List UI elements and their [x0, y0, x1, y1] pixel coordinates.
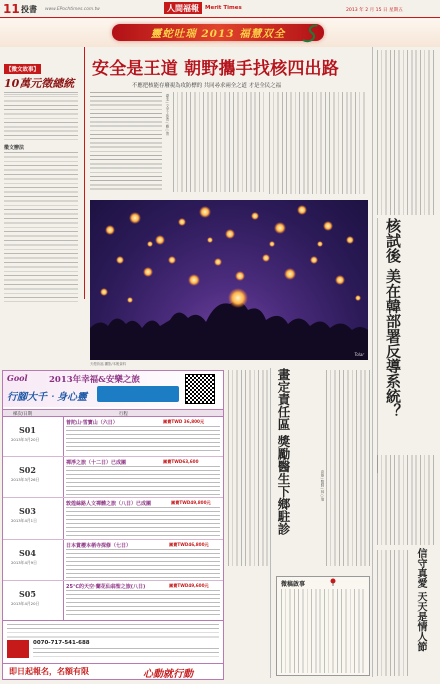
tour-code: S02	[19, 465, 36, 475]
tour-desc	[66, 590, 220, 618]
feature-sidebar	[4, 64, 80, 302]
right-divider	[372, 47, 373, 677]
contact-text	[7, 624, 219, 638]
article-body-col1	[90, 92, 162, 192]
tour-name: 普陀山‧雪寶山（六日）	[66, 420, 118, 426]
tour-date: 2013年4月9日	[11, 560, 37, 565]
rules-text-lines	[4, 152, 78, 302]
main-headline: 安全是王道 朝野攜手找核四出路	[92, 59, 339, 79]
right-article-2-byline: 高雄 / 醫師 / 林○瑞	[320, 470, 324, 501]
right-article-2-title-box	[276, 368, 324, 568]
issue-date: 2013 年 2 月 15 日 星期五	[346, 8, 403, 13]
right-article-1-title-box	[384, 218, 436, 458]
section-label: 投書	[21, 5, 37, 14]
right-article-1-body	[377, 218, 381, 473]
notice-title: 微稿啟事	[281, 581, 306, 588]
tour-date: 2013年3月20日	[11, 437, 40, 442]
tour-desc	[66, 549, 220, 578]
right-article-1-title: 核試後 美在韓部署反導系統？	[384, 218, 402, 419]
tour-desc	[66, 507, 220, 537]
article-byline	[165, 94, 170, 154]
tour-price: 團費TWD49,800元	[171, 500, 211, 505]
right-article-2-body-b	[326, 370, 370, 566]
notice-box	[276, 576, 370, 676]
tour-row[interactable]	[3, 498, 223, 540]
masthead-logo	[164, 2, 202, 14]
side-text-lines	[4, 92, 78, 140]
tour-name: 日本賞櫻本栖寺探修（七日）	[66, 543, 132, 549]
right-article-2-body	[228, 370, 268, 566]
masthead-title: 人間福報	[167, 3, 199, 13]
tour-date: 2013年4月20日	[11, 601, 40, 606]
ad-footer[interactable]	[3, 663, 223, 679]
tour-code: S01	[19, 425, 36, 435]
tour-desc	[66, 426, 220, 454]
ad-footer-left: 即日起報名，名額有限	[9, 667, 89, 676]
snake-ornament	[300, 22, 320, 44]
festival-banner	[0, 19, 440, 47]
right-article-3-title: 信守真愛 天天是情人節	[415, 548, 426, 652]
tour-price: 團費TWD 36,800元	[163, 419, 205, 424]
tour-code: S05	[19, 589, 36, 599]
ad-logo: Gool	[7, 373, 28, 383]
right-article-3-title-box	[414, 548, 438, 678]
tour-name: 25℃的天空‧蘭花仙翁聖之旅(八日)	[66, 584, 146, 590]
column-header: 徵文辦法	[4, 145, 25, 151]
contact-badge	[7, 640, 29, 658]
tour-name: 禪淨之旅（十二日）已成團	[66, 460, 127, 466]
page-number: 11	[3, 2, 20, 16]
tour-desc	[66, 466, 220, 495]
tour-date: 2013年3月26日	[11, 477, 40, 482]
tour-price: 團費TWD46,800元	[169, 542, 209, 547]
tour-table-head	[3, 409, 223, 417]
tour-price: 團費TWD49,600元	[169, 583, 209, 588]
mid-divider	[270, 368, 271, 678]
side-title: 10萬元徵總統	[4, 77, 75, 90]
tour-code: S03	[19, 506, 36, 516]
tour-row[interactable]	[3, 540, 223, 581]
col-head-date: 梯次/日期	[13, 412, 33, 417]
ad-info-box	[97, 386, 179, 402]
article-body-col2	[173, 92, 266, 192]
story-tag: 【微文故事】	[4, 64, 41, 74]
right-article-2-title: 畫定責任區 獎勵醫生下鄉駐診	[276, 368, 291, 535]
notice-text	[281, 589, 367, 673]
lantern-photo-art	[90, 200, 368, 360]
article-body-col3	[269, 92, 368, 194]
tour-row[interactable]	[3, 457, 223, 498]
contact-details	[33, 648, 219, 658]
banner-text: 靈蛇吐瑞 2013 福慧双全	[150, 28, 286, 40]
tour-name: 敦煌絲路人文禪體之旅（八日）已成團	[66, 501, 152, 507]
page-header	[0, 0, 440, 18]
sub-headline: 不應把核能存廢視為攻防標的 共同尋求兩全之道 才是全民之福	[132, 83, 281, 89]
tour-date: 2013年4月1日	[11, 518, 37, 523]
tour-price: 團費TWD63,600	[163, 459, 199, 464]
article-1-text	[377, 50, 437, 215]
ad-title: 2013年幸福&安樂之旅	[49, 375, 140, 385]
sky-lanterns	[100, 205, 361, 303]
headline-divider	[84, 47, 85, 299]
contact-phone: 0070-717-541-688	[33, 640, 90, 646]
travel-ad	[2, 370, 224, 680]
photo-caption: 天燈祈福 攝影/本報資料	[90, 362, 127, 366]
photo-credit: Tolar	[354, 352, 364, 357]
tour-code: S04	[19, 548, 36, 558]
right-article-3-body	[377, 550, 411, 676]
col-head-route: 行程	[119, 412, 128, 417]
pin-icon	[329, 578, 337, 586]
right-article-1	[377, 50, 437, 215]
byline-text: 臺北 / 文字工作者 / 賴○菁	[165, 94, 169, 136]
crowd-silhouette	[90, 301, 368, 360]
glowing-lantern	[228, 288, 248, 308]
tour-row[interactable]	[3, 417, 223, 457]
ad-footer-right: 心動就行動	[143, 669, 193, 680]
site-url: www.EPochtimes.com.tw	[45, 7, 100, 12]
contact-block	[3, 622, 223, 662]
lantern-photo	[90, 200, 368, 360]
ad-header	[3, 371, 223, 407]
right-article-1-lower	[377, 455, 435, 545]
masthead-english: Merit Times	[205, 5, 242, 11]
qr-code	[185, 374, 215, 404]
tour-row[interactable]	[3, 581, 223, 621]
ad-slogan: 行腳大千‧身心靈	[7, 392, 87, 403]
